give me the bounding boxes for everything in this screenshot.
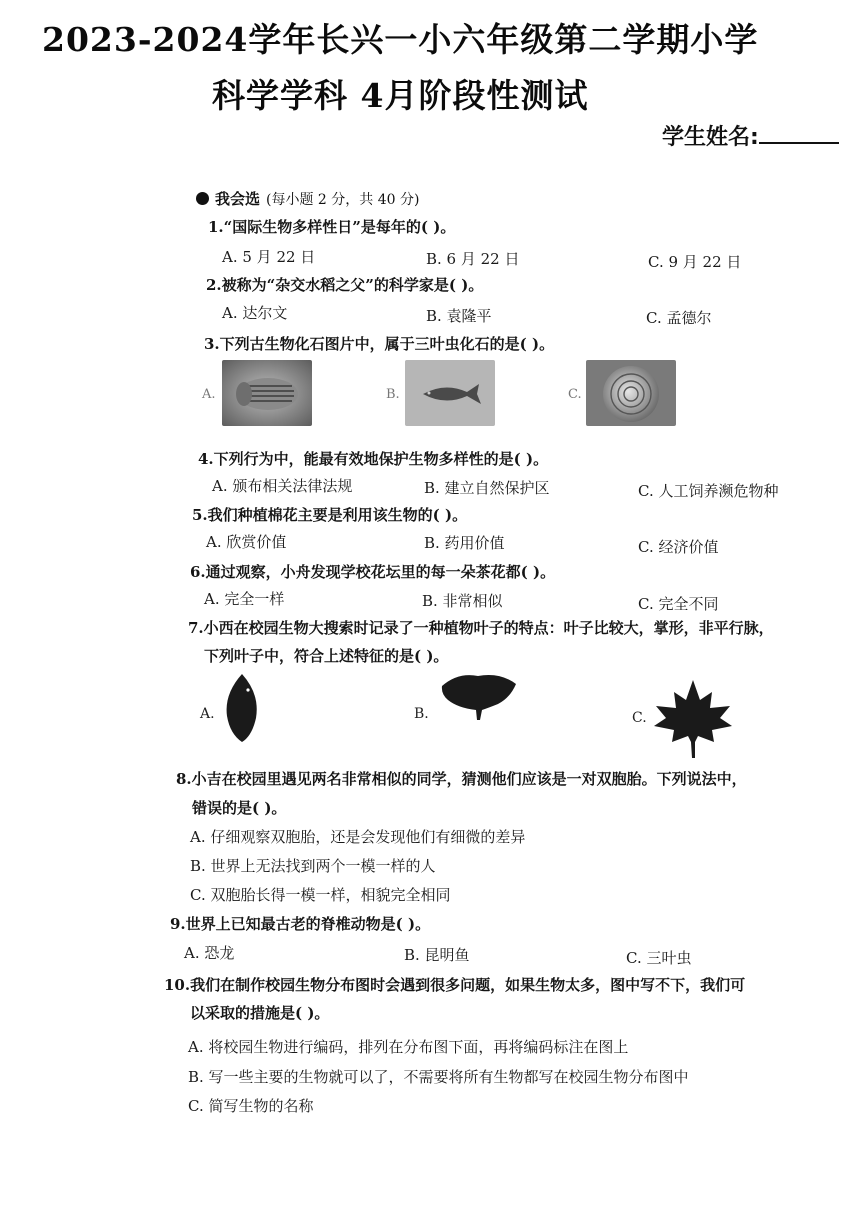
- question-10-line-2: 以采取的措施是( )。: [190, 1004, 330, 1022]
- question-text: 世界上已知最古老的脊椎动物是( )。: [185, 915, 431, 933]
- q1-option-b[interactable]: B. 6 月 22 日: [426, 250, 520, 268]
- q8-option-a[interactable]: A. 仔细观察双胞胎，还是会发现他们有细微的差异: [190, 828, 526, 846]
- q2-option-a[interactable]: A. 达尔文: [222, 304, 288, 322]
- q6-option-a[interactable]: A. 完全一样: [204, 590, 285, 608]
- section-bullet-icon: [196, 192, 209, 205]
- q10-option-c[interactable]: C. 简写生物的名称: [188, 1097, 314, 1115]
- q8-option-b[interactable]: B. 世界上无法找到两个一模一样的人: [190, 857, 436, 875]
- question-number: 9.: [170, 915, 186, 933]
- question-7-line-2: 下列叶子中，符合上述特征的是( )。: [204, 647, 449, 665]
- q7-option-c-label[interactable]: C.: [632, 710, 647, 726]
- ammonite-fossil-image[interactable]: [586, 360, 676, 426]
- q9-option-b[interactable]: B. 昆明鱼: [404, 946, 470, 964]
- question-number: 1.: [208, 218, 224, 236]
- q7-option-a-label[interactable]: A.: [200, 706, 215, 722]
- section-heading: [196, 188, 419, 209]
- q3-option-b-label[interactable]: B.: [386, 387, 400, 402]
- question-3: [204, 333, 554, 354]
- q2-option-c[interactable]: C. 孟德尔: [646, 309, 712, 327]
- q6-option-c[interactable]: C. 完全不同: [638, 595, 719, 613]
- question-9: [170, 913, 430, 934]
- question-number: 7.: [188, 619, 204, 637]
- question-2: [206, 274, 483, 295]
- q8-option-c[interactable]: C. 双胞胎长得一模一样，相貌完全相同: [190, 886, 451, 904]
- q4-option-c[interactable]: C. 人工饲养濒危物种: [638, 482, 779, 500]
- fish-fossil-image[interactable]: [405, 360, 495, 426]
- trilobite-fossil-image[interactable]: [222, 360, 312, 426]
- q10-option-a[interactable]: A. 将校园生物进行编码，排列在分布图下面，再将编码标注在图上: [188, 1038, 629, 1056]
- q5-option-c[interactable]: C. 经济价值: [638, 538, 719, 556]
- question-number: 10.: [164, 976, 191, 994]
- question-4: [198, 448, 548, 469]
- title-line-2: 科学学科 4月阶段性测试: [212, 76, 589, 115]
- question-number: 8.: [176, 770, 192, 788]
- question-text: 下列行为中，能最有效地保护生物多样性的是( )。: [213, 450, 549, 468]
- section-title: 我会选: [215, 190, 261, 208]
- ginkgo-leaf-image[interactable]: [438, 672, 520, 722]
- q7-option-b-label[interactable]: B.: [414, 706, 429, 722]
- q4-option-a[interactable]: A. 颁布相关法律法规: [212, 477, 353, 495]
- maple-leaf-image[interactable]: [652, 678, 734, 760]
- question-number: 5.: [192, 506, 208, 524]
- q4-option-b[interactable]: B. 建立自然保护区: [424, 479, 550, 497]
- q5-option-b[interactable]: B. 药用价值: [424, 534, 505, 552]
- question-number: 4.: [198, 450, 214, 468]
- question-8-line-2: 错误的是( )。: [192, 799, 287, 817]
- student-name-field: [662, 120, 839, 151]
- q2-option-b[interactable]: B. 袁隆平: [426, 307, 492, 325]
- q9-option-c[interactable]: C. 三叶虫: [626, 949, 692, 967]
- q9-option-a[interactable]: A. 恐龙: [184, 944, 235, 962]
- question-5: [192, 504, 467, 525]
- title-line-1: 2023-2024学年长兴一小六年级第二学期小学: [42, 20, 759, 59]
- question-text: 小吉在校园里遇见两名非常相似的同学，猜测他们应该是一对双胞胎。下列说法中，: [191, 770, 747, 788]
- q3-option-c-label[interactable]: C.: [568, 387, 582, 402]
- student-name-label: 学生姓名:: [662, 125, 759, 150]
- oval-leaf-image[interactable]: [222, 672, 262, 744]
- question-text: 通过观察，小舟发现学校花坛里的每一朵茶花都( )。: [205, 563, 556, 581]
- question-6: [190, 561, 555, 582]
- question-text: “国际生物多样性日”是每年的( )。: [223, 218, 456, 236]
- q10-option-b[interactable]: B. 写一些主要的生物就可以了，不需要将所有生物都写在校园生物分布图中: [188, 1068, 689, 1086]
- question-10: [164, 974, 745, 995]
- q5-option-a[interactable]: A. 欣赏价值: [206, 533, 287, 551]
- question-text: 小西在校园生物大搜索时记录了一种植物叶子的特点：叶子比较大，掌形，非平行脉，: [203, 619, 774, 637]
- question-text: 我们种植棉花主要是利用该生物的( )。: [207, 506, 468, 524]
- question-1: [208, 216, 455, 237]
- question-number: 2.: [206, 276, 222, 294]
- question-number: 6.: [190, 563, 206, 581]
- question-8: [176, 768, 747, 789]
- question-text: 被称为“杂交水稻之父”的科学家是( )。: [221, 276, 484, 294]
- question-number: 3.: [204, 335, 220, 353]
- question-text: 下列古生物化石图片中，属于三叶虫化石的是( )。: [219, 335, 555, 353]
- question-text: 我们在制作校园生物分布图时会遇到很多问题，如果生物太多，图中写不下，我们可: [190, 976, 746, 994]
- question-7: [188, 617, 774, 638]
- q1-option-c[interactable]: C. 9 月 22 日: [648, 253, 742, 271]
- q6-option-b[interactable]: B. 非常相似: [422, 592, 503, 610]
- q1-option-a[interactable]: A. 5 月 22 日: [222, 248, 316, 266]
- student-name-blank[interactable]: [759, 122, 839, 144]
- q3-option-a-label[interactable]: A.: [202, 387, 216, 402]
- section-note: (每小题 2 分，共 40 分): [266, 191, 420, 208]
